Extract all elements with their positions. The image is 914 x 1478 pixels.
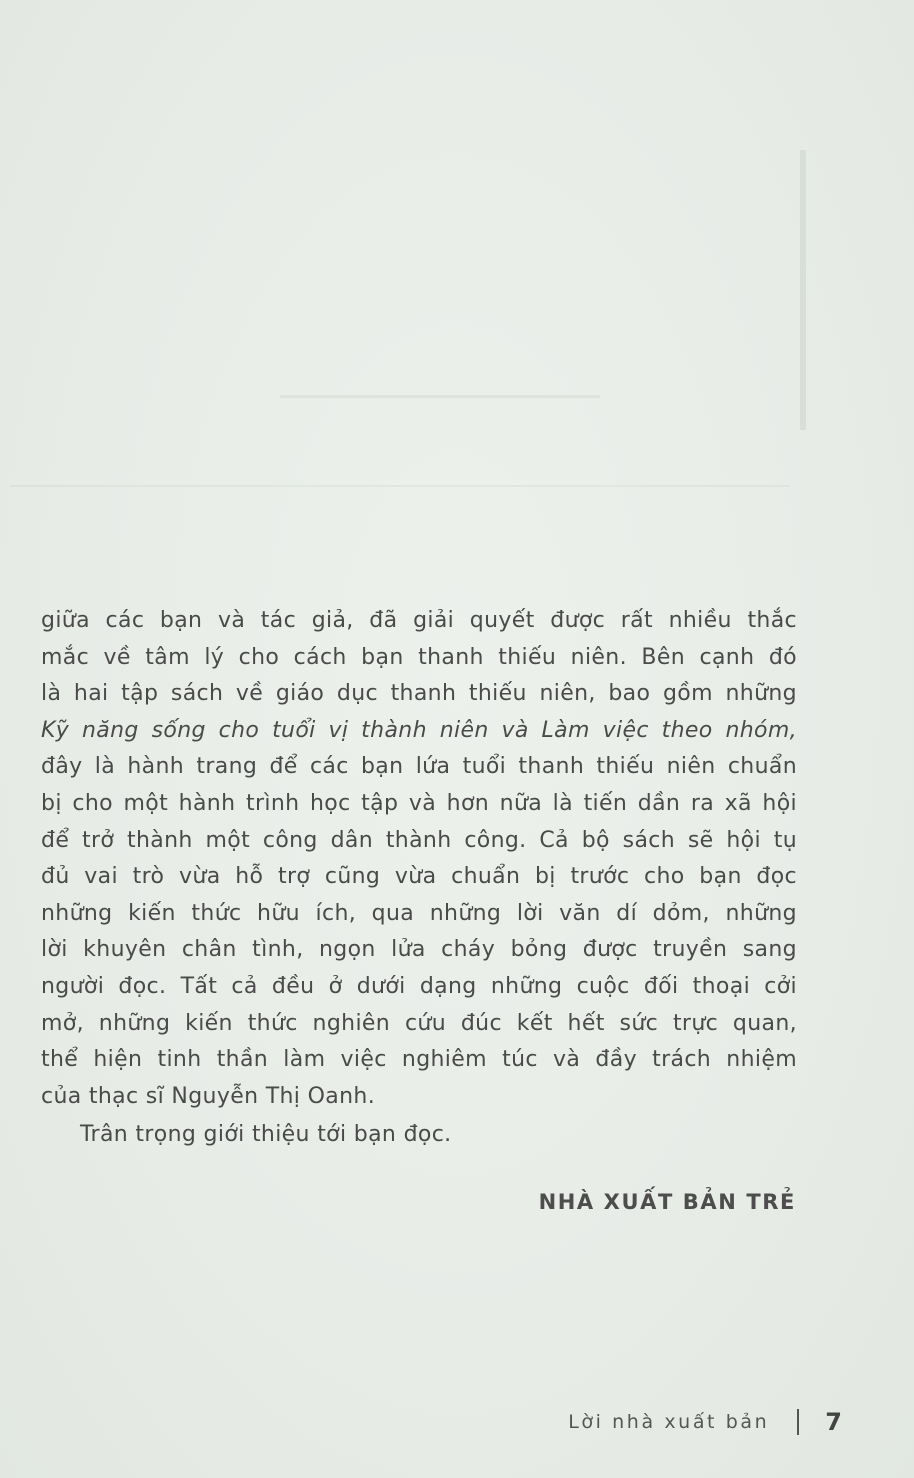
paragraph-line-italic-titles: Kỹ năng sống cho tuổi vị thành niên và Làm việc theo nhóm, (41, 717, 797, 743)
publisher-signature: NHÀ XUẤT BẢN TRẺ (538, 1190, 796, 1214)
paragraph-line: bị cho một hành trình học tập và hơn nữa là tiến dần ra xã hội (41, 790, 797, 816)
paragraph-line: giữa các bạn và tác giả, đã giải quyết được rất nhiều thắc (41, 608, 797, 633)
footer-section-title: Lời nhà xuất bản (568, 1411, 770, 1433)
paragraph-line: đây là hành trang để các bạn lứa tuổi thanh thiếu niên chuẩn (41, 754, 797, 780)
paragraph-line: những kiến thức hữu ích, qua những lời văn dí dỏm, những (41, 900, 797, 926)
paragraph-line: người đọc. Tất cả đều ở dưới dạng những cuộc đối thoại cởi (41, 973, 797, 999)
paragraph-line: thể hiện tinh thần làm việc nghiêm túc và đầy trách nhiệm (41, 1047, 797, 1073)
show-through-background (0, 0, 914, 560)
paragraph-line: lời khuyên chân tình, ngọn lửa cháy bỏng được truyền sang (41, 937, 797, 963)
paragraph-line: của thạc sĩ Nguyễn Thị Oanh. (41, 1083, 376, 1109)
paragraph-line: là hai tập sách về giáo dục thanh thiếu niên, bao gồm những (41, 681, 797, 707)
paragraph-line: để trở thành một công dân thành công. Cả bộ sách sẽ hội tụ (41, 827, 797, 853)
body-paragraph (41, 603, 797, 1115)
paragraph-line: mở, những kiến thức nghiên cứu đúc kết hết sức trực quan, (41, 1010, 797, 1036)
paragraph-line: đủ vai trò vừa hỗ trợ cũng vừa chuẩn bị trước cho bạn đọc (41, 864, 797, 890)
page-number: 7 (825, 1408, 842, 1436)
paragraph-line: mắc về tâm lý cho cách bạn thanh thiếu niên. Bên cạnh đó (41, 644, 797, 670)
page-footer (568, 1408, 842, 1436)
closing-line: Trân trọng giới thiệu tới bạn đọc. (80, 1122, 452, 1147)
footer-divider (797, 1409, 799, 1435)
